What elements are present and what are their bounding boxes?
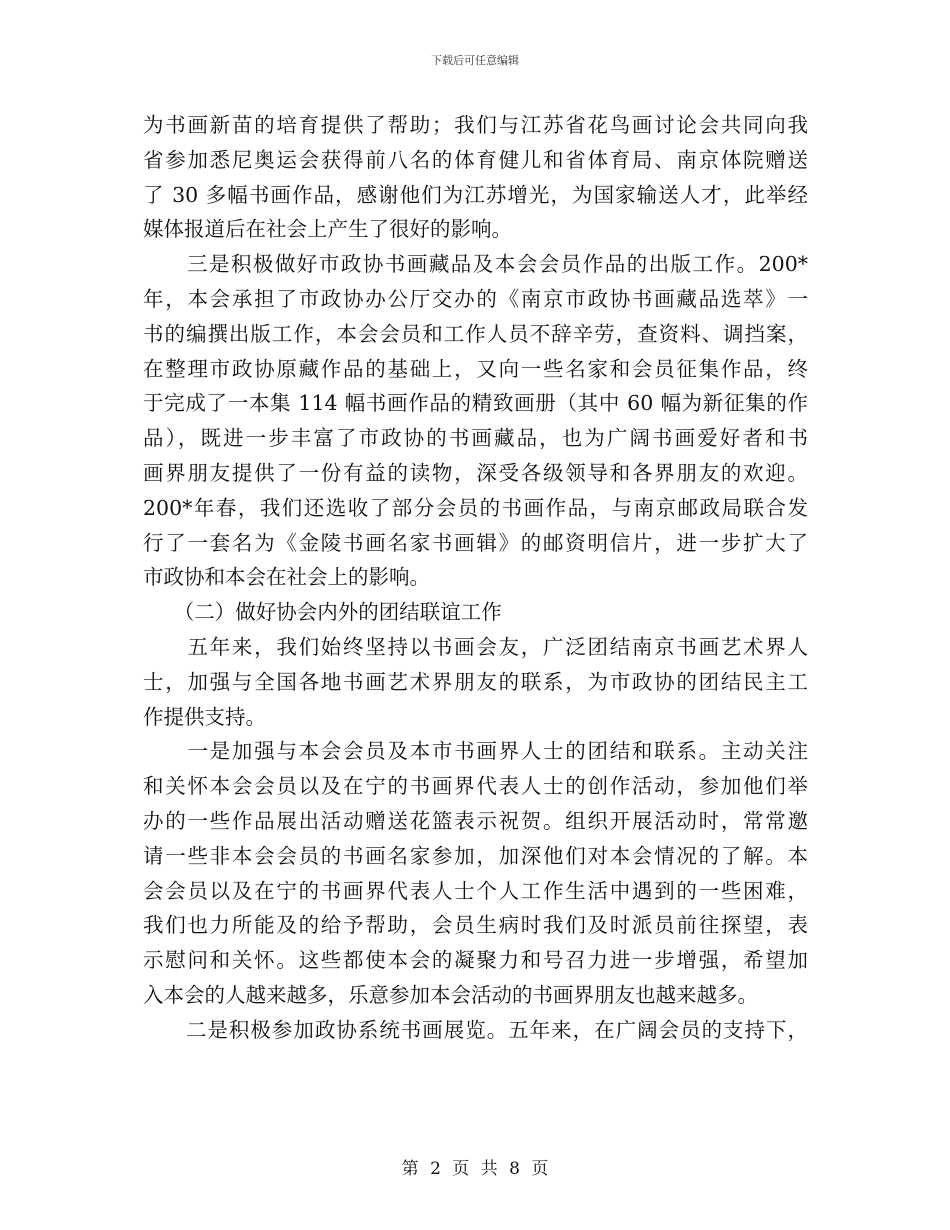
text-line: 入本会的人越来越多，乐意参加本会活动的书画界朋友也越来越多。 (143, 982, 758, 1007)
text-line: 示慰问和关怀。这些都使本会的凝聚力和号召力进一步增强，希望加 (143, 948, 808, 973)
paragraph-1 (143, 108, 808, 247)
text-line: 书的编撰出版工作，本会会员和工作人员不辞辛劳，查资料、调挡案， (143, 321, 808, 346)
section-heading (143, 595, 808, 630)
paragraph-4 (143, 734, 808, 1012)
text-line: 办的一些作品展出活动赠送花篮表示祝贺。组织开展活动时，常常邀 (143, 808, 808, 833)
page-header: 下载后可任意编辑 (431, 54, 519, 67)
text-line: 于完成了一本集 114 幅书画作品的精致画册（其中 60 幅为新征集的作 (143, 391, 808, 416)
text-line: 媒体报道后在社会上产生了很好的影响。 (143, 217, 512, 242)
text-line: 省参加悉尼奥运会获得前八名的体育健儿和省体育局、南京体院赠送 (143, 147, 808, 172)
text-line: 作提供支持。 (143, 704, 266, 729)
text-line: 品），既进一步丰富了市政协的书画藏品，也为广阔书画爱好者和书 (143, 426, 808, 451)
text-line: 了 30 多幅书画作品，感谢他们为江苏增光，为国家输送人才，此举经 (143, 182, 808, 207)
text-line: 市政协和本会在社会上的影响。 (143, 565, 430, 590)
text-line: 五年来，我们始终坚持以书画会友，广泛团结南京书画艺术界人 (143, 634, 808, 659)
text-line: 画界朋友提供了一份有益的读物，深受各级领导和各界朋友的欢迎。 (143, 460, 808, 485)
document-body (143, 108, 808, 1048)
text-line: 会会员以及在宁的书画界代表人士个人工作生活中遇到的一些困难， (143, 878, 808, 903)
text-line: 一是加强与本会会员及本市书画界人士的团结和联系。主动关注 (143, 739, 808, 764)
page-number-footer: 第 2 页 共 8 页 (401, 1159, 549, 1179)
text-line: 为书画新苗的培育提供了帮助；我们与江苏省花鸟画讨论会共同向我 (143, 113, 808, 137)
text-line: 二是积极参加政协系统书画展览。五年来，在广阔会员的支持下， (143, 1017, 808, 1042)
text-line: 200*年春，我们还选收了部分会员的书画作品，与南京邮政局联合发 (143, 495, 808, 520)
paragraph-3 (143, 630, 808, 734)
text-line: 行了一套名为《金陵书画名家书画辑》的邮资明信片，进一步扩大了 (143, 530, 808, 555)
section-heading-text: （二）做好协会内外的团结联谊工作 (143, 600, 502, 625)
paragraph-2 (143, 247, 808, 595)
text-line: 三是积极做好市政协书画藏品及本会会员作品的出版工作。200* (143, 252, 808, 277)
paragraph-5 (143, 1013, 808, 1048)
text-line: 士，加强与全国各地书画艺术界朋友的联系，为市政协的团结民主工 (143, 669, 808, 694)
text-line: 和关怀本会会员以及在宁的书画界代表人士的创作活动，参加他们举 (143, 774, 808, 799)
text-line: 年，本会承担了市政协办公厅交办的《南京市政协书画藏品选萃》一 (143, 286, 808, 311)
text-line: 我们也力所能及的给予帮助，会员生病时我们及时派员前往探望，表 (143, 913, 808, 938)
text-line: 在整理市政协原藏作品的基础上，又向一些名家和会员征集作品，终 (143, 356, 808, 381)
text-line: 请一些非本会会员的书画名家参加，加深他们对本会情况的了解。本 (143, 843, 808, 868)
